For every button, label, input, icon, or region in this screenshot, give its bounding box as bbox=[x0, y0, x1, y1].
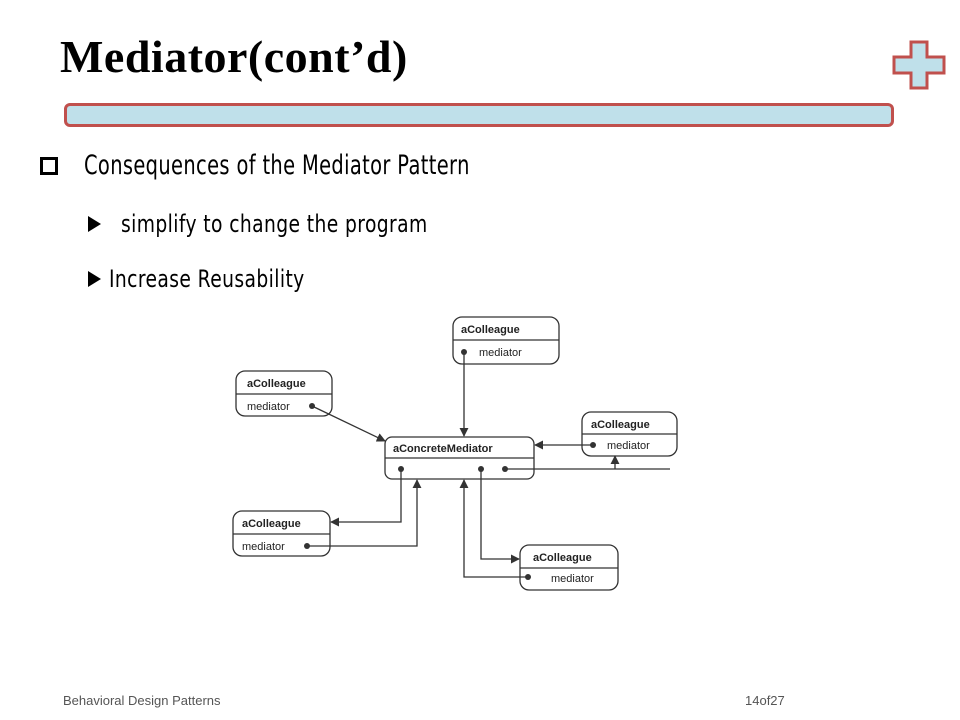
colleague-field: mediator bbox=[479, 347, 522, 359]
slide-title: Mediator(cont’d) bbox=[60, 31, 408, 82]
colleague-field: mediator bbox=[607, 440, 650, 452]
bullet-text: simplify to change the program bbox=[121, 210, 428, 238]
bullet-text: Consequences of the Mediator Pattern bbox=[84, 150, 470, 181]
arrowhead-bullet-icon bbox=[88, 271, 101, 287]
bullet-level2 bbox=[88, 265, 360, 293]
colleague-field: mediator bbox=[551, 573, 594, 585]
arrowhead-bullet-icon bbox=[88, 216, 101, 232]
colleague-name: aColleague bbox=[533, 552, 592, 564]
colleague-name: aColleague bbox=[242, 518, 301, 530]
colleague-name: aColleague bbox=[591, 419, 650, 431]
colleague-name: aColleague bbox=[247, 378, 306, 390]
bullet-level2 bbox=[88, 210, 514, 238]
bullet-level1 bbox=[40, 150, 620, 181]
mediator-object-diagram bbox=[225, 310, 685, 600]
colleague-field: mediator bbox=[242, 541, 285, 553]
plus-icon bbox=[892, 40, 946, 90]
slide-number: 14of27 bbox=[745, 693, 785, 708]
colleague-field: mediator bbox=[247, 401, 290, 413]
mediator-name: aConcreteMediator bbox=[393, 443, 493, 455]
footer-title: Behavioral Design Patterns bbox=[63, 693, 221, 708]
title-divider-bar bbox=[64, 103, 894, 127]
square-bullet-icon bbox=[40, 157, 58, 175]
colleague-name: aColleague bbox=[461, 324, 520, 336]
bullet-text: Increase Reusability bbox=[109, 265, 305, 293]
